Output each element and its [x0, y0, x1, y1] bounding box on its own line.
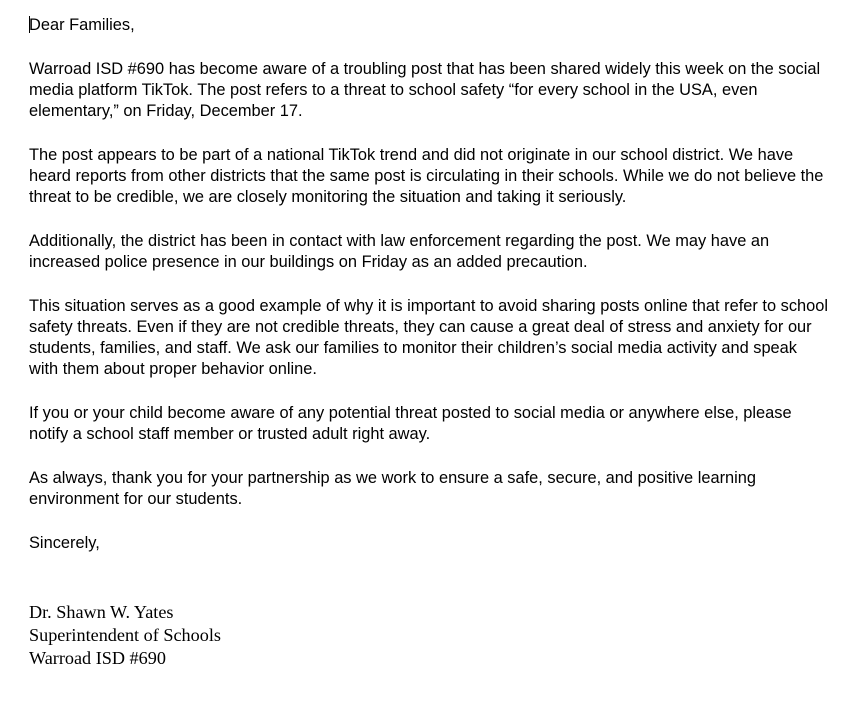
paragraph-notify-staff: If you or your child become aware of any potential threat posted to social media or anywhere else, please notify a school staff member or trusted adult right away.	[29, 404, 792, 443]
paragraph-thank-you: As always, thank you for your partnership as we work to ensure a safe, secure, and positive learning environment for our students.	[29, 469, 757, 508]
letter-document	[29, 15, 829, 670]
paragraph-avoid-sharing: This situation serves as a good example of why it is important to avoid sharing posts online that refer to school safety threats. Even if they are not credible threats, they can cause a great deal of stress and anxiety for our students, families, and staff. We ask our families to monitor their children’s social media activity and speak with them about proper behavior online.	[29, 297, 829, 378]
signature-title: Superintendent of Schools	[29, 625, 221, 645]
letter-closing: Sincerely,	[29, 534, 100, 552]
letter-greeting	[29, 15, 829, 36]
signature-organization: Warroad ISD #690	[29, 648, 166, 668]
paragraph-national-trend: The post appears to be part of a national TikTok trend and did not originate in our school district. We have heard reports from other districts that the same post is circulating in their schools. While we do not believe the threat to be credible, we are closely monitoring the situation and taking it seriously.	[29, 146, 824, 206]
paragraph-law-enforcement: Additionally, the district has been in contact with law enforcement regarding the post. We may have an increased police presence in our buildings on Friday as an added precaution.	[29, 232, 770, 271]
signature-name: Dr. Shawn W. Yates	[29, 602, 174, 622]
paragraph-awareness: Warroad ISD #690 has become aware of a troubling post that has been shared widely this week on the social media platform TikTok. The post refers to a threat to school safety “for every school in the USA, even elementary,” on Friday, December 17.	[29, 60, 821, 120]
greeting-text: Dear Families,	[29, 16, 135, 34]
signature-block	[29, 601, 829, 670]
